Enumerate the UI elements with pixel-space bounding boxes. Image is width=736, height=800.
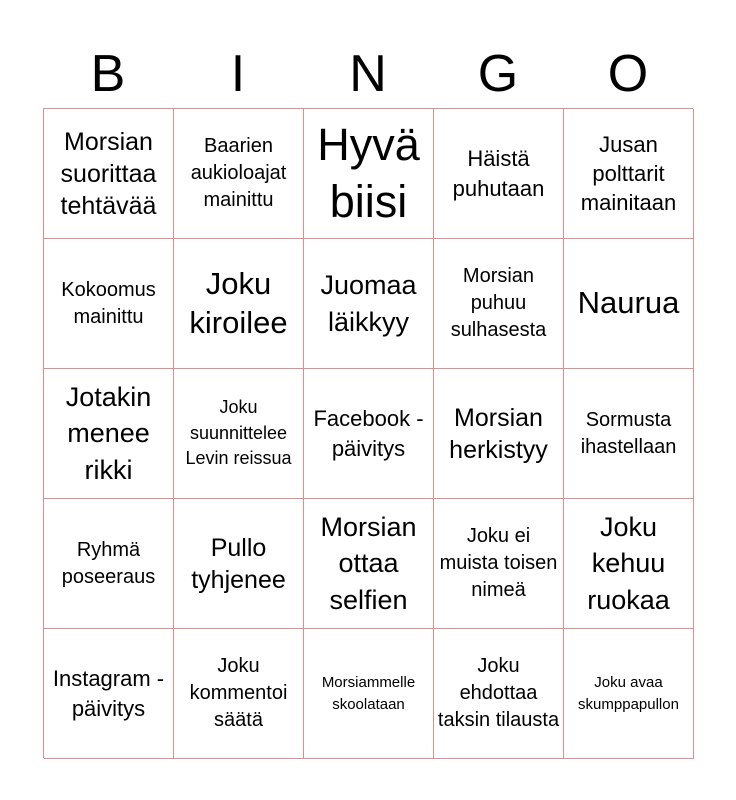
- bingo-cell-r4-c2[interactable]: [174, 499, 304, 629]
- bingo-cell-r3-c4[interactable]: [434, 369, 564, 499]
- bingo-cell-r3-c1[interactable]: [44, 369, 174, 499]
- bingo-cell-text: Joku kiroilee: [189, 266, 288, 340]
- bingo-cell-text: Juomaa läikkyy: [320, 270, 417, 337]
- header-letter-g: G: [477, 45, 519, 103]
- header-letter-o: O: [607, 45, 649, 103]
- bingo-cell-text: Pullo tyhjenee: [191, 533, 286, 594]
- bingo-cell-text: Facebook -päivitys: [313, 406, 424, 461]
- bingo-cell-r3-c2[interactable]: [174, 369, 304, 499]
- bingo-cell-r4-c1[interactable]: [44, 499, 174, 629]
- bingo-cell-text: Morsian suorittaa tehtävää: [60, 127, 157, 220]
- bingo-cell-r1-c3[interactable]: [304, 109, 434, 239]
- bingo-cell-text: Kokoomus mainittu: [61, 278, 156, 328]
- bingo-cell-r5-c3[interactable]: [304, 629, 434, 759]
- bingo-cell-text: Sormusta ihastellaan: [580, 408, 677, 458]
- bingo-cell-r2-c4[interactable]: [434, 239, 564, 369]
- bingo-cell-text: Hyvä biisi: [317, 119, 420, 227]
- header-letter-b: B: [90, 45, 126, 103]
- bingo-cell-text: Morsian ottaa selfien: [320, 511, 417, 615]
- bingo-cell-text: Morsian herkistyy: [449, 403, 548, 464]
- bingo-cell-r2-c1[interactable]: [44, 239, 174, 369]
- bingo-cell-r5-c4[interactable]: [434, 629, 564, 759]
- bingo-cell-r1-c1[interactable]: [44, 109, 174, 239]
- bingo-cell-r4-c4[interactable]: [434, 499, 564, 629]
- bingo-cell-text: Joku suunnittelee Levin reissua: [185, 397, 292, 469]
- bingo-cell-r2-c2[interactable]: [174, 239, 304, 369]
- bingo-cell-text: Jotakin menee rikki: [65, 381, 152, 485]
- bingo-cell-text: Jusan polttarit mainitaan: [580, 131, 677, 216]
- bingo-cell-r1-c5[interactable]: [564, 109, 694, 239]
- bingo-cell-text: Ryhmä poseeraus: [61, 538, 156, 588]
- bingo-cell-r3-c5[interactable]: [564, 369, 694, 499]
- bingo-cell-r4-c3[interactable]: [304, 499, 434, 629]
- bingo-cell-r5-c5[interactable]: [564, 629, 694, 759]
- bingo-cell-text: Instagram -päivitys: [52, 666, 165, 721]
- bingo-cell-text: Morsiammelle skoolataan: [321, 673, 416, 713]
- bingo-cell-r4-c5[interactable]: [564, 499, 694, 629]
- bingo-cell-r5-c1[interactable]: [44, 629, 174, 759]
- header-letter-n: N: [349, 45, 387, 103]
- bingo-cell-text: Joku ehdottaa taksin tilausta: [437, 655, 560, 731]
- bingo-cell-text: Baarien aukioloajat mainittu: [190, 135, 287, 211]
- bingo-cell-text: Morsian puhuu sulhasesta: [450, 265, 547, 341]
- bingo-cell-r2-c3[interactable]: [304, 239, 434, 369]
- bingo-cell-text: Joku ei muista toisen nimeä: [439, 525, 558, 601]
- header-letter-i: I: [230, 45, 246, 103]
- bingo-cell-text: Häistä puhutaan: [452, 146, 545, 201]
- bingo-cell-text: Joku avaa skumppapullon: [578, 673, 679, 713]
- bingo-cell-text: Joku kehuu ruokaa: [587, 511, 670, 615]
- bingo-cell-r3-c3[interactable]: [304, 369, 434, 499]
- bingo-cell-r2-c5[interactable]: [564, 239, 694, 369]
- bingo-cell-r1-c2[interactable]: [174, 109, 304, 239]
- bingo-header: [43, 40, 693, 108]
- bingo-cell-r1-c4[interactable]: [434, 109, 564, 239]
- bingo-cell-text: Naurua: [577, 285, 680, 321]
- bingo-cell-r5-c2[interactable]: [174, 629, 304, 759]
- bingo-cell-text: Joku kommentoi säätä: [189, 655, 288, 731]
- bingo-board: [43, 108, 693, 758]
